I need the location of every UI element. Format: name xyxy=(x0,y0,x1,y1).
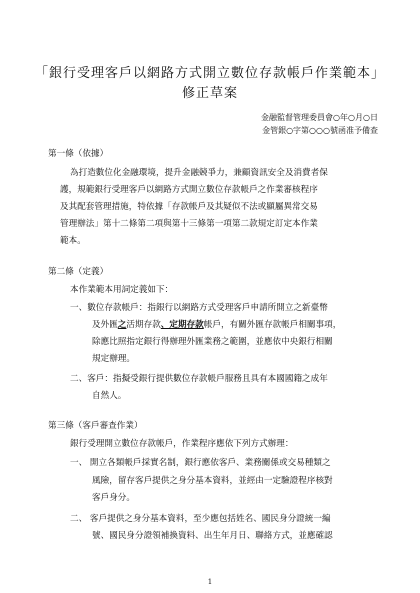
text-segment: 及外匯 xyxy=(92,320,118,330)
article-1-line: 管理辦法」第十二條第二項與第十三條第一項第二款規定訂定本作業 xyxy=(60,219,318,229)
approval-reference: 金管銀○字第○○○號函准予備查 xyxy=(262,126,378,135)
amended-text: 之 xyxy=(117,320,127,330)
text-segment: 帳戶，有關外匯存款帳戶相關事項， xyxy=(203,320,342,330)
article-3-heading: 第三條（客戶審查作業） xyxy=(48,421,143,431)
article-2-item-2-line: 自然人。 xyxy=(92,391,127,401)
article-3-intro: 銀行受理開立數位存款帳戶，作業程序應依下列方式辦理： xyxy=(70,439,294,449)
article-1-line: 範本。 xyxy=(60,236,86,246)
article-1-heading: 第一條（依據） xyxy=(48,149,109,159)
article-1-line: 及其配套管理措施，特依據「存款帳戶及其疑似不法或顯屬異常交易 xyxy=(60,202,318,212)
article-2-item-2-line: 二、客戶：指擬受銀行提供數位存款帳戶服務且具有本國國籍之成年 xyxy=(70,374,328,384)
article-2-item-1-line: 一、數位存款帳戶：指銀行以網路方式受理客戶申請所開立之新臺幣 xyxy=(70,303,328,313)
article-3-item-1-line: 風險，留存客戶提供之身分基本資料，並經由一定驗證程序核對 xyxy=(92,476,333,486)
article-1-line: 護，規範銀行受理客戶以網路方式開立數位存款帳戶之作業審核程序 xyxy=(60,185,318,195)
article-2-item-1-line: 規定辦理。 xyxy=(92,354,135,364)
document-title: 「銀行受理客戶以網路方式開立數位存款帳戶作業範本」 xyxy=(34,66,385,81)
article-1-line: 為打造數位化金融環境，提升金融競爭力，兼顧資訊安全及消費者保 xyxy=(70,168,328,178)
article-2-intro: 本作業範本用詞定義如下： xyxy=(70,285,174,295)
article-2-item-1-line xyxy=(92,319,341,331)
amended-text: 、定期存款 xyxy=(160,320,204,330)
article-3-item-1-line: 一、 開立各類帳戶採實名制，銀行應依客戶、業務關係或交易種類之 xyxy=(70,458,331,468)
article-2-heading: 第二條（定義） xyxy=(48,267,109,277)
article-3-item-2-line: 號、國民身分證領補換資料、出生年月日、聯絡方式，並應確認 xyxy=(92,531,333,541)
text-segment: 活期存款 xyxy=(126,320,161,330)
article-2-item-1-line: 除應比照指定銀行得辦理外匯業務之範圍，並應依中央銀行相關 xyxy=(92,337,333,347)
article-3-item-2-line: 二、 客戶提供之身分基本資料，至少應包括姓名、國民身分證統一編 xyxy=(70,514,331,524)
page-number: 1 xyxy=(207,578,213,586)
approval-date: 金融監督管理委員會○年○月○日 xyxy=(261,113,378,122)
document-subtitle: 修正草案 xyxy=(181,86,238,101)
article-3-item-1-line: 客戶身分。 xyxy=(92,493,135,503)
